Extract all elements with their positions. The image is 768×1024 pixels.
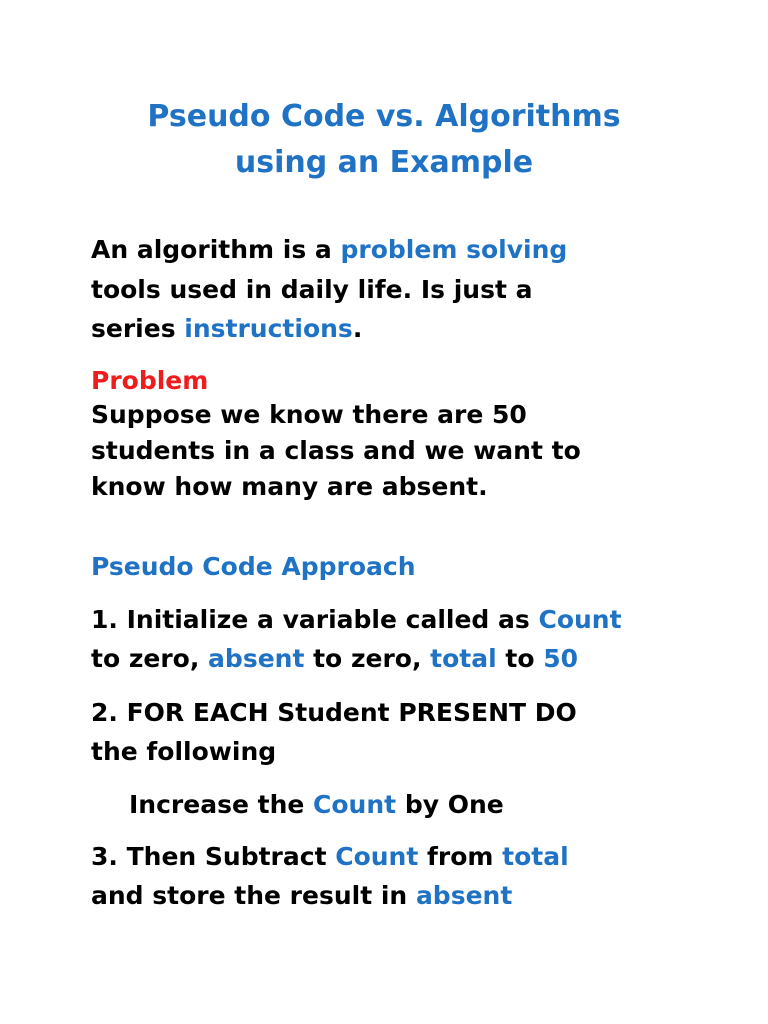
intro-line-3 (91, 312, 362, 346)
step-text: 1. Initialize a variable called as (91, 605, 539, 634)
step2-line-2: the following (91, 737, 277, 766)
highlight-problem-solving: problem solving (340, 235, 568, 264)
var-count: Count (538, 605, 622, 634)
intro-line-2: tools used in daily life. Is just a (91, 275, 533, 304)
step3-line-1 (91, 840, 569, 874)
problem-line-1: Suppose we know there are 50 (91, 400, 527, 429)
step-text: by One (396, 790, 504, 819)
value-50: 50 (543, 644, 579, 673)
step3-line-2 (91, 879, 512, 913)
step-text: 3. Then Subtract (91, 842, 336, 871)
intro-text: series (91, 314, 185, 343)
intro-text: An algorithm is a (91, 235, 341, 264)
title-line-2: using an Example (234, 145, 534, 180)
var-count: Count (335, 842, 419, 871)
var-absent: absent (415, 881, 513, 910)
problem-line-3: know how many are absent. (91, 472, 488, 501)
var-count: Count (313, 790, 397, 819)
step-text: to zero, (304, 644, 431, 673)
highlight-instructions: instructions (184, 314, 353, 343)
approach-heading: Pseudo Code Approach (91, 552, 416, 581)
step1-line-1 (91, 603, 622, 637)
step-text: Increase the (129, 790, 314, 819)
page-title (0, 94, 768, 186)
step-text: and store the result in (91, 881, 416, 910)
var-total: total (430, 644, 497, 673)
step1-line-2 (91, 642, 578, 676)
var-total: total (502, 842, 569, 871)
intro-text: . (352, 314, 363, 343)
step2-subline (129, 788, 504, 822)
intro-line-1 (91, 233, 567, 267)
step-text: to zero, (91, 644, 209, 673)
problem-heading: Problem (91, 366, 209, 395)
problem-line-2: students in a class and we want to (91, 436, 581, 465)
title-line-1: Pseudo Code vs. Algorithms (147, 99, 621, 134)
step-text: to (496, 644, 544, 673)
step2-line-1: 2. FOR EACH Student PRESENT DO (91, 698, 577, 727)
var-absent: absent (208, 644, 305, 673)
step-text: from (418, 842, 503, 871)
